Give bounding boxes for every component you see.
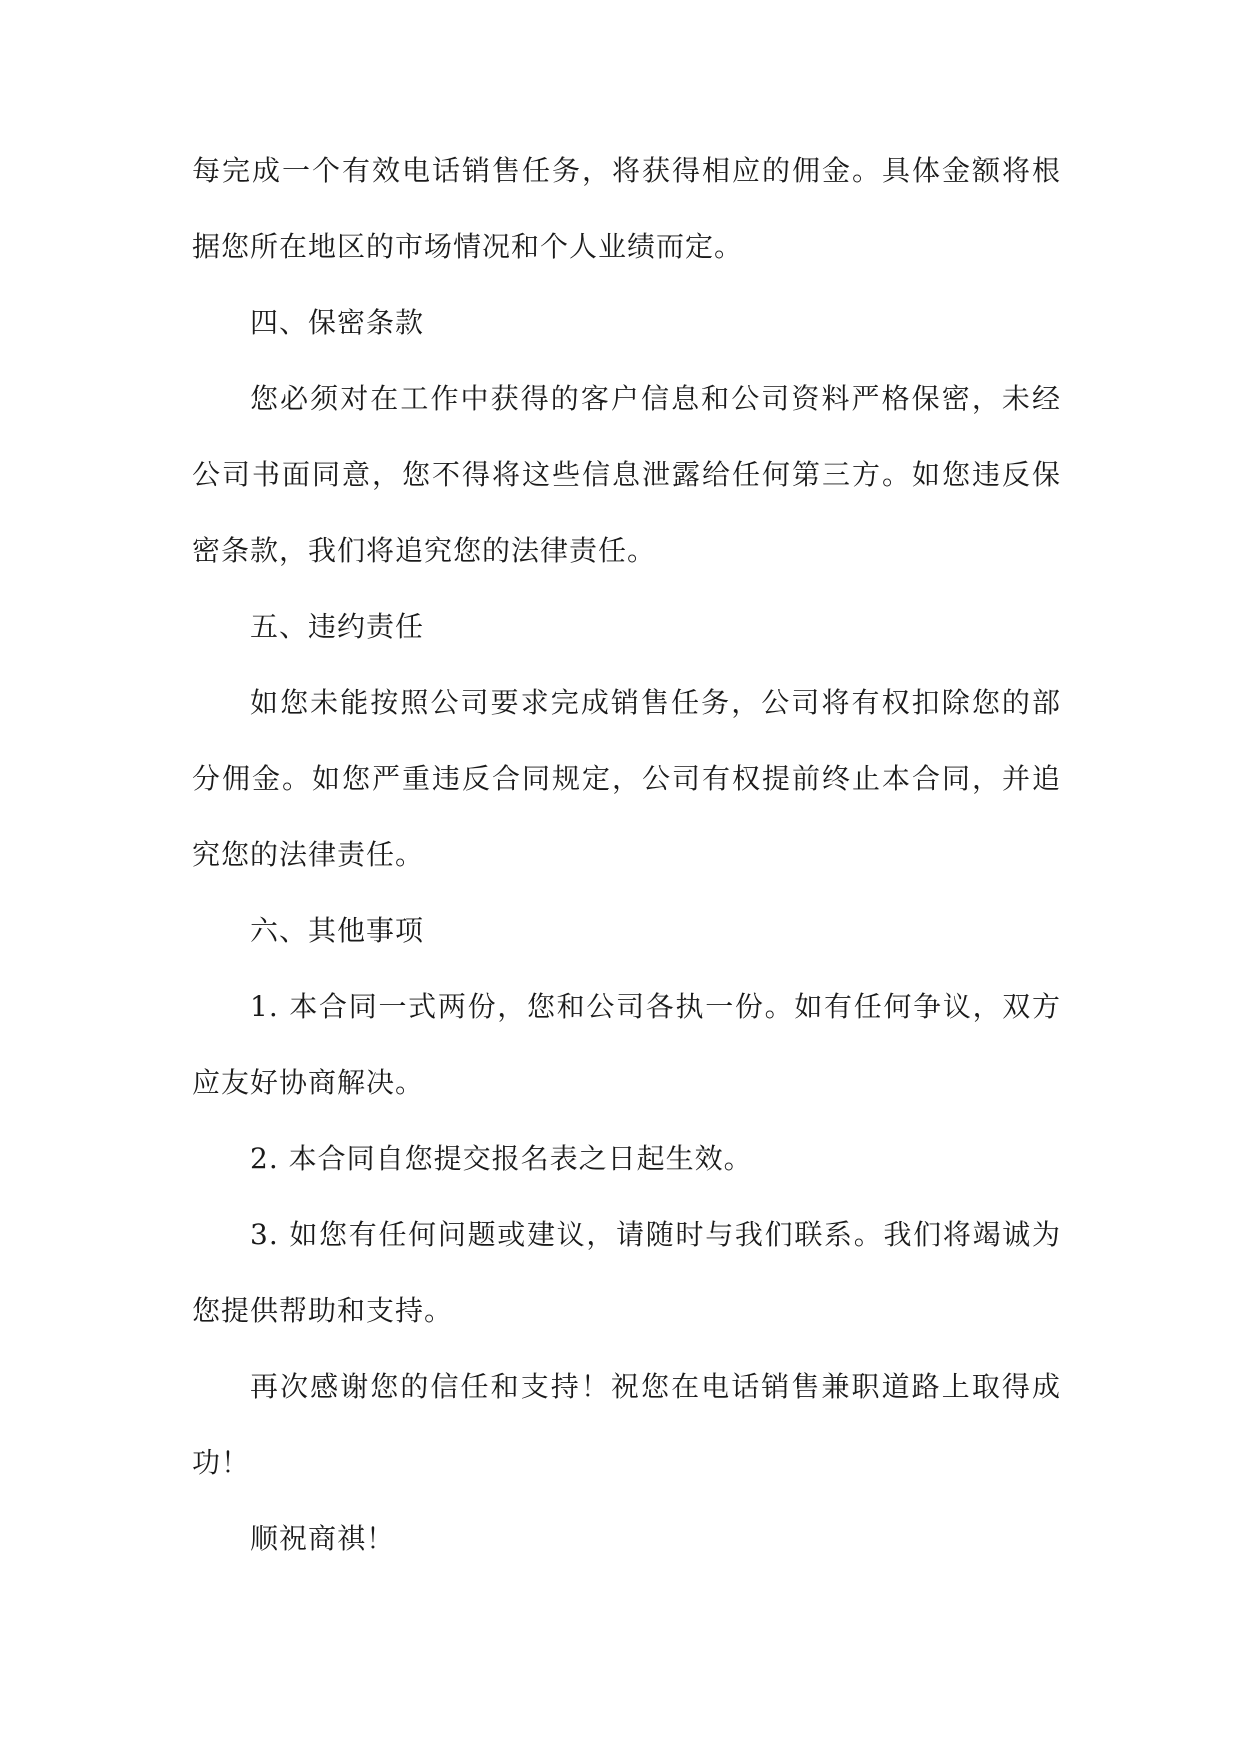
section-heading-other-matters: 六、其他事项 xyxy=(250,914,425,947)
list-item-3: 3. 如您有任何问题或建议，请随时与我们联系。我们将竭诚为您提供帮助和支持。 xyxy=(192,1218,1061,1327)
closing-salutation: 顺祝商祺！ xyxy=(250,1522,396,1555)
section-heading-confidentiality: 四、保密条款 xyxy=(250,306,425,339)
document-body xyxy=(192,133,1061,1577)
paragraph-thanks: 再次感谢您的信任和支持！祝您在电话销售兼职道路上取得成功！ xyxy=(192,1370,1061,1479)
paragraph-confidentiality: 您必须对在工作中获得的客户信息和公司资料严格保密，未经公司书面同意，您不得将这些信息泄露给任何第三方。如您违反保密条款，我们将追究您的法律责任。 xyxy=(192,382,1061,567)
list-item-2: 2. 本合同自您提交报名表之日起生效。 xyxy=(250,1142,753,1175)
list-item-1: 1. 本合同一式两份，您和公司各执一份。如有任何争议，双方应友好协商解决。 xyxy=(192,990,1061,1099)
section-heading-breach: 五、违约责任 xyxy=(250,610,425,643)
paragraph-breach: 如您未能按照公司要求完成销售任务，公司将有权扣除您的部分佣金。如您严重违反合同规定，公司有权提前终止本合同，并追究您的法律责任。 xyxy=(192,686,1061,871)
paragraph-commission-continued: 每完成一个有效电话销售任务，将获得相应的佣金。具体金额将根据您所在地区的市场情况和个人业绩而定。 xyxy=(192,154,1061,263)
